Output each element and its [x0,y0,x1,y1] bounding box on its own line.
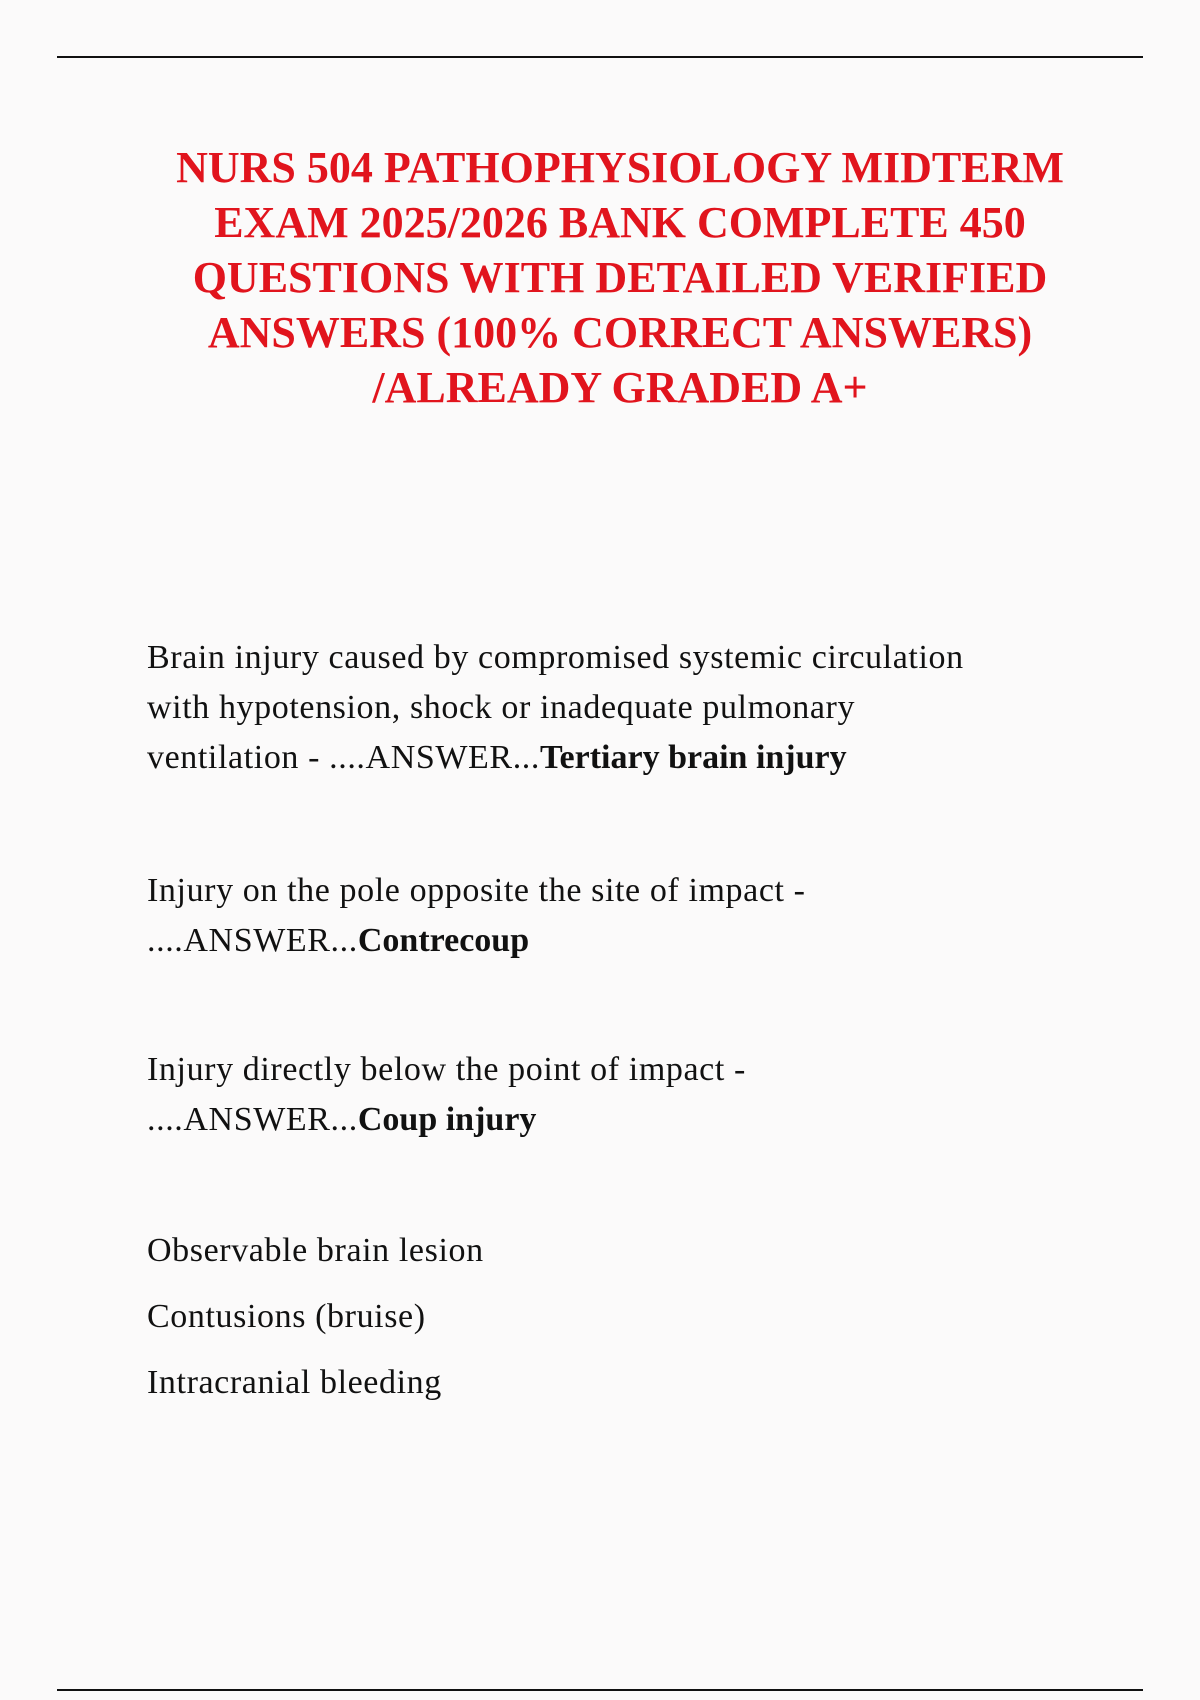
question-text-line: Brain injury caused by compromised systemic circulation [147,639,964,676]
title-line: NURS 504 PATHOPHYSIOLOGY MIDTERM [176,143,1064,192]
answer-prefix: ....ANSWER... [147,1101,358,1138]
question-text-line: Injury on the pole opposite the site of impact - [147,872,806,909]
title-line: /ALREADY GRADED A+ [372,363,868,412]
question-item [147,1045,1107,1145]
question-last-line [147,733,1107,783]
question-text-line: Injury directly below the point of impact - [147,1051,746,1088]
note-item: Intracranial bleeding [147,1364,442,1401]
top-rule [57,56,1143,58]
title-line: EXAM 2025/2026 BANK COMPLETE 450 [214,198,1026,247]
question-last-line [147,916,1107,966]
bottom-rule [57,1689,1143,1691]
question-last-line [147,1095,1107,1145]
title-line: ANSWERS (100% CORRECT ANSWERS) [207,308,1033,357]
note-item: Observable brain lesion [147,1232,484,1269]
answer-prefix: ....ANSWER... [147,922,358,959]
answer-prefix: ventilation - ....ANSWER... [147,739,540,776]
title-line: QUESTIONS WITH DETAILED VERIFIED [192,253,1048,302]
answer-text: Contrecoup [357,922,530,959]
answer-text: Tertiary brain injury [540,739,847,776]
note-item: Contusions (bruise) [147,1298,426,1335]
notes-list [147,1226,1047,1424]
answer-text: Coup injury [357,1101,537,1138]
question-item [147,633,1107,783]
document-title [100,140,1140,415]
question-item [147,866,1107,966]
question-text-line: with hypotension, shock or inadequate pulmonary [147,689,856,726]
